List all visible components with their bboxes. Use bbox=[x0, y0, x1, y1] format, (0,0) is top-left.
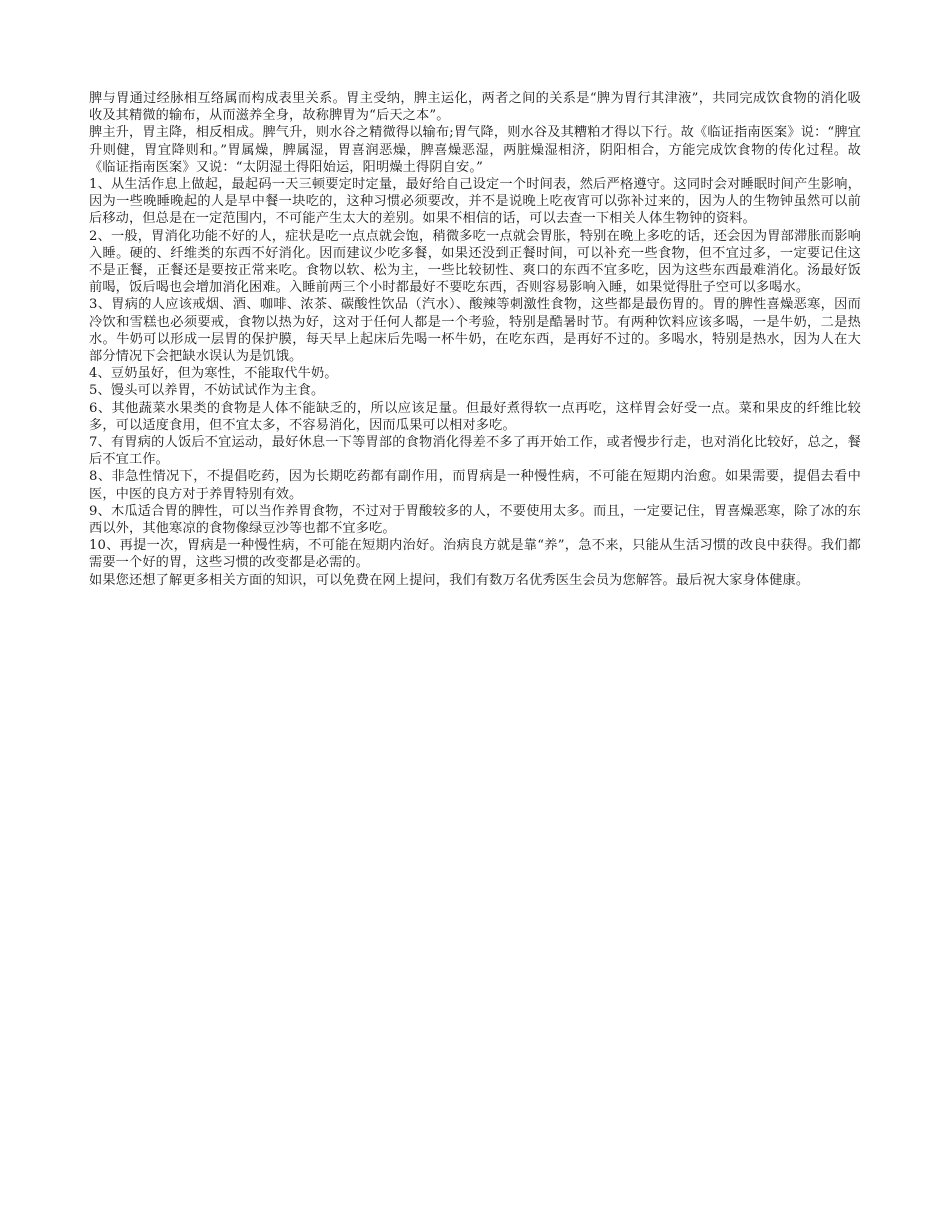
tip-paragraph-3: 3、胃病的人应该戒烟、酒、咖啡、浓茶、碳酸性饮品（汽水）、酸辣等刺激性食物，这些都是最伤胃的。胃的脾性喜燥恶寒，因而冷饮和雪糕也必须要戒，食物以热为好，这对于任何人都是一个考验，特别是酷暑时节。有两种饮料应该多喝，一是牛奶，二是热水。牛奶可以形成一层胃的保护膜，每天早上起床后先喝一杯牛奶，在吃东西，是再好不过的。多喝水，特别是热水，因为人在大部分情况下会把缺水误认为是饥饿。 bbox=[89, 297, 861, 365]
tip-paragraph-10: 10、再提一次，胃病是一种慢性病，不可能在短期内治好。治病良方就是靠“养”，急不来，只能从生活习惯的改良中获得。我们都需要一个好的胃，这些习惯的改变都是必需的。 bbox=[89, 538, 861, 571]
tip-paragraph-6: 6、其他蔬菜水果类的食物是人体不能缺乏的，所以应该足量。但最好煮得软一点再吃，这样胃会好受一点。菜和果皮的纤维比较多，可以适度食用，但不宜太多，不容易消化，因而瓜果可以相对多吃。 bbox=[89, 400, 861, 433]
tip-paragraph-8: 8、非急性情况下，不提倡吃药，因为长期吃药都有副作用，而胃病是一种慢性病，不可能在短期内治愈。如果需要，提倡去看中医，中医的良方对于养胃特别有效。 bbox=[89, 469, 861, 502]
tip-paragraph-7: 7、有胃病的人饭后不宜运动，最好休息一下等胃部的食物消化得差不多了再开始工作，或者慢步行走，也对消化比较好，总之，餐后不宜工作。 bbox=[89, 435, 861, 468]
intro-paragraph-rise-descend: 脾主升，胃主降，相反相成。脾气升，则水谷之精微得以输布;胃气降，则水谷及其糟粕才得以下行。故《临证指南医案》说：“脾宜升则健，胃宜降则和。”胃属燥，脾属湿，胃喜润恶燥，脾喜燥恶湿，两脏燥湿相济，阴阳相合，方能完成饮食物的传化过程。故《临证指南医案》又说：“太阴湿土得阳始运，阳明燥土得阴自安。” bbox=[89, 125, 861, 175]
tip-paragraph-9: 9、木瓜适合胃的脾性，可以当作养胃食物，不过对于胃酸较多的人，不要使用太多。而且，一定要记住，胃喜燥恶寒，除了冰的东西以外，其他寒凉的食物像绿豆沙等也都不宜多吃。 bbox=[89, 503, 861, 537]
document-body bbox=[89, 90, 861, 589]
tip-paragraph-5: 5、馒头可以养胃，不妨试试作为主食。 bbox=[89, 383, 325, 399]
tip-paragraph-4: 4、豆奶虽好，但为寒性，不能取代牛奶。 bbox=[89, 366, 338, 382]
closing-paragraph: 如果您还想了解更多相关方面的知识，可以免费在网上提问，我们有数万名优秀医生会员为您解答。最后祝大家身体健康。 bbox=[89, 572, 810, 588]
intro-paragraph-spleen-stomach: 脾与胃通过经脉相互络属而构成表里关系。胃主受纳，脾主运化，两者之间的关系是“脾为胃行其津液”，共同完成饮食物的消化吸收及其精微的输布，从而滋养全身，故称脾胃为“后天之本”。 bbox=[89, 91, 861, 124]
tip-paragraph-1: 1、从生活作息上做起，最起码一天三顿要定时定量，最好给自己设定一个时间表，然后严格遵守。这同时会对睡眠时间产生影响，因为一些晚睡晚起的人是早中餐一块吃的，这种习惯必须要改，并不是说晚上吃夜宵可以弥补过来的，因为人的生物钟虽然可以前后移动，但总是在一定范围内，不可能产生太大的差别。如果不相信的话，可以去查一下相关人体生物钟的资料。 bbox=[89, 177, 861, 227]
tip-paragraph-2: 2、一般，胃消化功能不好的人，症状是吃一点点就会饱，稍微多吃一点就会胃胀，特别在晚上多吃的话，还会因为胃部滞胀而影响入睡。硬的、纤维类的东西不好消化。因而建议少吃多餐，如果还没到正餐时间，可以补充一些食物，但不宜过多，一定要记住这不是正餐，正餐还是要按正常来吃。食物以软、松为主，一些比较韧性、爽口的东西不宜多吃，因为这些东西最难消化。汤最好饭前喝，饭后喝也会增加消化困难。入睡前两三个小时都最好不要吃东西，否则容易影响入睡，如果觉得肚子空可以多喝水。 bbox=[89, 228, 861, 296]
